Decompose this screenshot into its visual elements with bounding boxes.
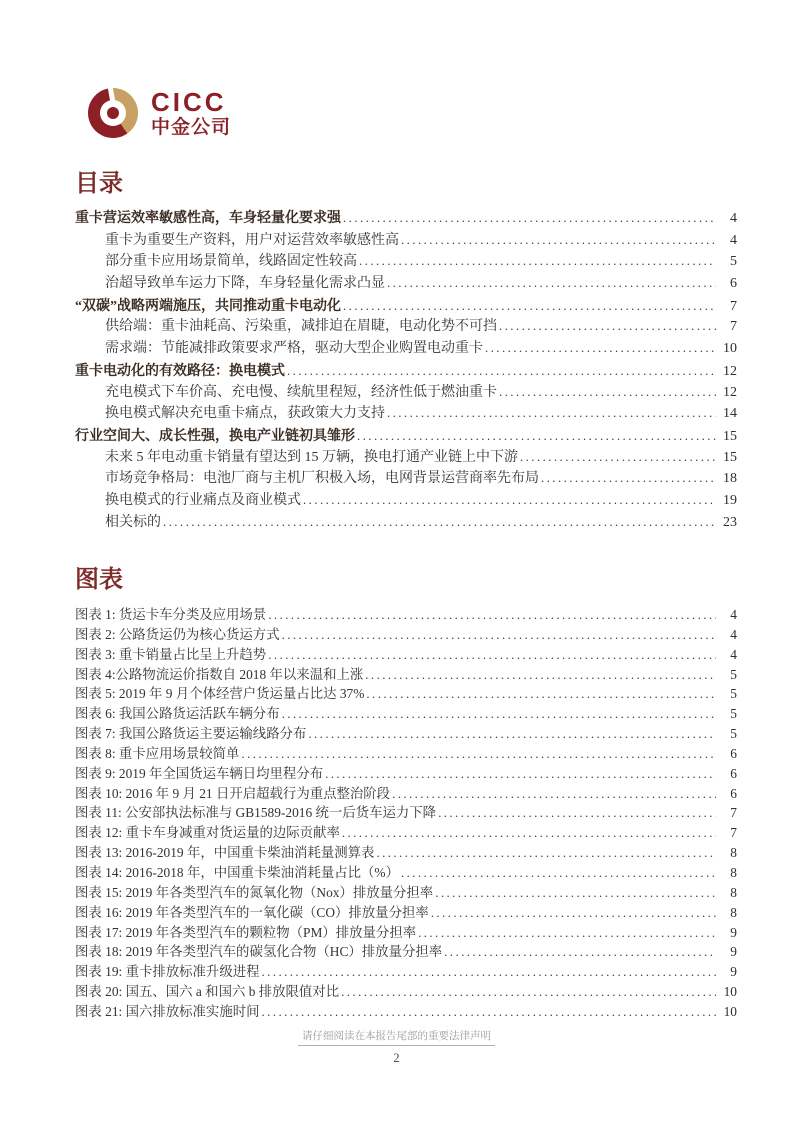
- toc-entry[interactable]: [75, 446, 737, 468]
- figure-entry-title: 图表 11: 公安部执法标准与 GB1589-2016 统一后货车运力下降: [75, 805, 437, 821]
- toc-entry-page: 4: [730, 232, 737, 248]
- dot-leader: [444, 944, 716, 960]
- figure-entry-page: 8: [730, 884, 737, 900]
- figure-entry-page: 4: [730, 607, 737, 622]
- figure-entry[interactable]: [75, 941, 737, 961]
- figure-entry[interactable]: [75, 981, 737, 1001]
- dot-leader: [435, 885, 716, 901]
- figure-entry[interactable]: [75, 624, 737, 644]
- dot-leader: [262, 1004, 717, 1020]
- toc-entry-title: “双碳”战略两端施压，共同推动重卡电动化: [75, 298, 341, 314]
- toc-entry[interactable]: [75, 315, 737, 337]
- toc-entry[interactable]: [75, 511, 737, 533]
- figure-entry-title: 图表 7: 我国公路货运主要运输线路分布: [75, 726, 307, 742]
- dot-leader: [343, 298, 716, 315]
- figure-entry-title: 图表 2: 公路货运仍为核心货运方式: [75, 626, 280, 642]
- cicc-logo: [88, 88, 231, 138]
- toc-entry-page: 15: [723, 429, 737, 445]
- toc-entry-page: 6: [730, 275, 737, 291]
- toc-entry-page: 12: [723, 384, 737, 400]
- figure-entry-page: 9: [730, 964, 737, 980]
- toc-entry[interactable]: [75, 425, 737, 446]
- toc-entry-title: 市场竞争格局：电池厂商与主机厂积极入场，电网背景运营商率先布局: [105, 471, 539, 487]
- dot-leader: [268, 647, 716, 663]
- toc-entry[interactable]: [75, 467, 737, 489]
- toc-entry-page: 18: [723, 471, 737, 487]
- figure-entry-page: 10: [723, 1003, 737, 1019]
- toc-heading: 目录: [75, 170, 123, 197]
- dot-leader: [262, 964, 717, 980]
- figure-entry-title: 图表 8: 重卡应用场景较简单: [75, 745, 240, 761]
- figure-entry-title: 图表 10: 2016 年 9 月 21 日开启超载行为重点整治阶段: [75, 785, 391, 801]
- dot-leader: [341, 984, 716, 1000]
- dot-leader: [387, 405, 716, 422]
- dot-leader: [541, 470, 716, 487]
- dot-leader: [401, 232, 716, 249]
- footer: [0, 1026, 793, 1066]
- figure-entry-page: 4: [730, 646, 737, 662]
- figure-entry[interactable]: [75, 604, 737, 624]
- figure-entry[interactable]: [75, 922, 737, 942]
- toc-entry-page: 12: [723, 364, 737, 380]
- dot-leader: [520, 449, 716, 466]
- dot-leader: [163, 514, 716, 531]
- figure-entry[interactable]: [75, 723, 737, 743]
- dot-leader: [342, 825, 716, 841]
- dot-leader: [365, 667, 716, 683]
- dot-leader: [308, 726, 716, 742]
- toc-entry-page: 10: [723, 340, 737, 356]
- toc-entry[interactable]: [75, 250, 737, 272]
- toc-entry-title: 相关标的: [105, 514, 161, 530]
- figure-entry[interactable]: [75, 664, 737, 684]
- dot-leader: [366, 686, 716, 702]
- figure-entry[interactable]: [75, 1001, 737, 1021]
- toc-entry-page: 5: [730, 254, 737, 270]
- figure-entry-page: 8: [730, 864, 737, 880]
- toc-entry[interactable]: [75, 295, 737, 316]
- logo-wordmark: [151, 89, 231, 137]
- figure-entry-title: 图表 5: 2019 年 9 月个体经营户货运量占比达 37%: [75, 686, 365, 702]
- toc-entry-title: 换电模式解决充电重卡痛点，获政策大力支持: [105, 406, 385, 422]
- figure-entry-page: 5: [730, 666, 737, 682]
- figure-entry-page: 5: [730, 686, 737, 702]
- toc-entry-title: 充电模式下车价高、充电慢、续航里程短，经济性低于燃油重卡: [105, 384, 497, 400]
- figure-entry[interactable]: [75, 842, 737, 862]
- dot-leader: [303, 492, 716, 509]
- dot-leader: [376, 845, 716, 861]
- figure-entry-title: 图表 19: 重卡排放标准升级进程: [75, 964, 260, 980]
- figure-entry-page: 6: [730, 745, 737, 761]
- figure-entry-title: 图表 12: 重卡车身减重对货运量的边际贡献率: [75, 825, 340, 841]
- toc-entry[interactable]: [75, 207, 737, 229]
- toc-entry-page: 15: [723, 449, 737, 465]
- toc-entry-title: 行业空间大、成长性强，换电产业链初具雏形: [75, 429, 355, 445]
- figure-entry-page: 7: [730, 825, 737, 841]
- toc-entry-page: 19: [723, 492, 737, 508]
- dot-leader: [359, 253, 716, 270]
- figure-entry-page: 8: [730, 904, 737, 920]
- figure-entry-title: 图表 1: 货运卡车分类及应用场景: [75, 607, 267, 622]
- figure-entry[interactable]: [75, 703, 737, 723]
- figure-entry-title: 图表 9: 2019 年全国货运车辆日均里程分布: [75, 765, 324, 781]
- figure-entry-page: 9: [730, 924, 737, 940]
- dot-leader: [431, 905, 716, 921]
- figure-entry-title: 图表 3: 重卡销量占比呈上升趋势: [75, 646, 267, 662]
- figure-entry-title: 图表 13: 2016-2019 年，中国重卡柴油消耗量测算表: [75, 845, 375, 861]
- footer-disclaimer-link[interactable]: 请仔细阅读在本报告尾部的重要法律声明: [298, 1028, 495, 1046]
- dot-leader: [282, 627, 716, 643]
- figure-entry[interactable]: [75, 902, 737, 922]
- toc-entry-page: 4: [730, 211, 737, 226]
- figure-entry[interactable]: [75, 802, 737, 822]
- toc-entry-page: 14: [723, 406, 737, 422]
- figure-entry-title: 图表 18: 2019 年各类型汽车的碳氢化合物（HC）排放量分担率: [75, 944, 443, 960]
- figure-entry-page: 9: [730, 944, 737, 960]
- dot-leader: [499, 318, 716, 335]
- toc-entry[interactable]: [75, 337, 737, 359]
- figure-entry-title: 图表 14: 2016-2018 年，中国重卡柴油消耗量占比（%）: [75, 864, 399, 880]
- figure-entry-title: 图表 21: 国六排放标准实施时间: [75, 1003, 260, 1019]
- figure-entry[interactable]: [75, 783, 737, 803]
- toc-entry-title: 重卡电动化的有效路径：换电模式: [75, 364, 285, 380]
- dot-leader: [387, 275, 716, 292]
- dot-leader: [392, 786, 716, 802]
- toc-entry-title: 治超导致单车运力下降，车身轻量化需求凸显: [105, 275, 385, 291]
- toc-entry[interactable]: [75, 272, 737, 294]
- dot-leader: [241, 746, 716, 762]
- figure-entry[interactable]: [75, 763, 737, 783]
- dot-leader: [268, 607, 716, 623]
- figure-entry-title: 图表 15: 2019 年各类型汽车的氮氧化物（Nox）排放量分担率: [75, 884, 434, 900]
- toc-entry-title: 换电模式的行业痛点及商业模式: [105, 492, 301, 508]
- figure-entry-title: 图表 16: 2019 年各类型汽车的一氧化碳（CO）排放量分担率: [75, 904, 429, 920]
- page-number: 2: [393, 1051, 400, 1065]
- dot-leader: [499, 384, 716, 401]
- figure-entry-page: 4: [730, 626, 737, 642]
- toc-entry[interactable]: [75, 360, 737, 381]
- figure-entry-page: 6: [730, 765, 737, 781]
- figures-list: [75, 604, 737, 1021]
- toc-list: [75, 207, 737, 532]
- toc-entry-title: 重卡为重要生产资料，用户对运营效率敏感性高: [105, 232, 399, 248]
- toc-entry-page: 23: [723, 514, 737, 530]
- figure-entry-title: 图表 20: 国五、国六 a 和国六 b 排放限值对比: [75, 984, 340, 1000]
- toc-entry-title: 供给端：重卡油耗高、污染重，减排迫在眉睫，电动化势不可挡: [105, 319, 497, 335]
- figure-entry-page: 8: [730, 845, 737, 861]
- figure-entry[interactable]: [75, 862, 737, 882]
- dot-leader: [357, 428, 716, 445]
- dot-leader: [438, 805, 716, 821]
- toc-entry-page: 7: [730, 319, 737, 335]
- brand-cn-name: 中金公司: [151, 117, 232, 138]
- figure-entry-page: 6: [730, 785, 737, 801]
- figure-entry-page: 5: [730, 706, 737, 722]
- dot-leader: [325, 766, 716, 782]
- dot-leader: [282, 706, 716, 722]
- figure-entry[interactable]: [75, 961, 737, 981]
- figure-entry[interactable]: [75, 743, 737, 763]
- brand-name: CICC: [151, 87, 227, 117]
- dot-leader: [418, 925, 716, 941]
- figures-heading: 图表: [75, 566, 123, 593]
- dot-leader: [343, 210, 716, 227]
- dot-leader: [287, 363, 716, 380]
- toc-entry-page: 7: [730, 298, 737, 314]
- figure-entry-page: 10: [723, 984, 737, 1000]
- toc-entry-title: 未来 5 年电动重卡销量有望达到 15 万辆，换电打通产业链上中下游: [105, 449, 518, 465]
- figure-entry-page: 7: [730, 805, 737, 821]
- dot-leader: [485, 340, 716, 357]
- figure-entry[interactable]: [75, 644, 737, 664]
- figure-entry[interactable]: [75, 822, 737, 842]
- toc-entry-title: 部分重卡应用场景简单，线路固定性较高: [105, 254, 357, 270]
- dot-leader: [401, 865, 716, 881]
- toc-entry-title: 重卡营运效率敏感性高，车身轻量化要求强: [75, 211, 341, 226]
- figure-entry-title: 图表 17: 2019 年各类型汽车的颗粒物（PM）排放量分担率: [75, 924, 417, 940]
- toc-entry[interactable]: [75, 229, 737, 251]
- toc-entry[interactable]: [75, 402, 737, 424]
- figure-entry-title: 图表 6: 我国公路货运活跃车辆分布: [75, 706, 280, 722]
- logo-center-dot: [107, 107, 119, 119]
- toc-entry[interactable]: [75, 489, 737, 511]
- toc-entry-title: 需求端：节能减排政策要求严格，驱动大型企业购置电动重卡: [105, 340, 483, 356]
- cicc-logo-icon: [88, 88, 138, 138]
- figure-entry-page: 5: [730, 726, 737, 742]
- figure-entry[interactable]: [75, 683, 737, 703]
- figure-entry-title: 图表 4:公路物流运价指数自 2018 年以来温和上涨: [75, 666, 364, 682]
- figure-entry[interactable]: [75, 882, 737, 902]
- toc-entry[interactable]: [75, 381, 737, 403]
